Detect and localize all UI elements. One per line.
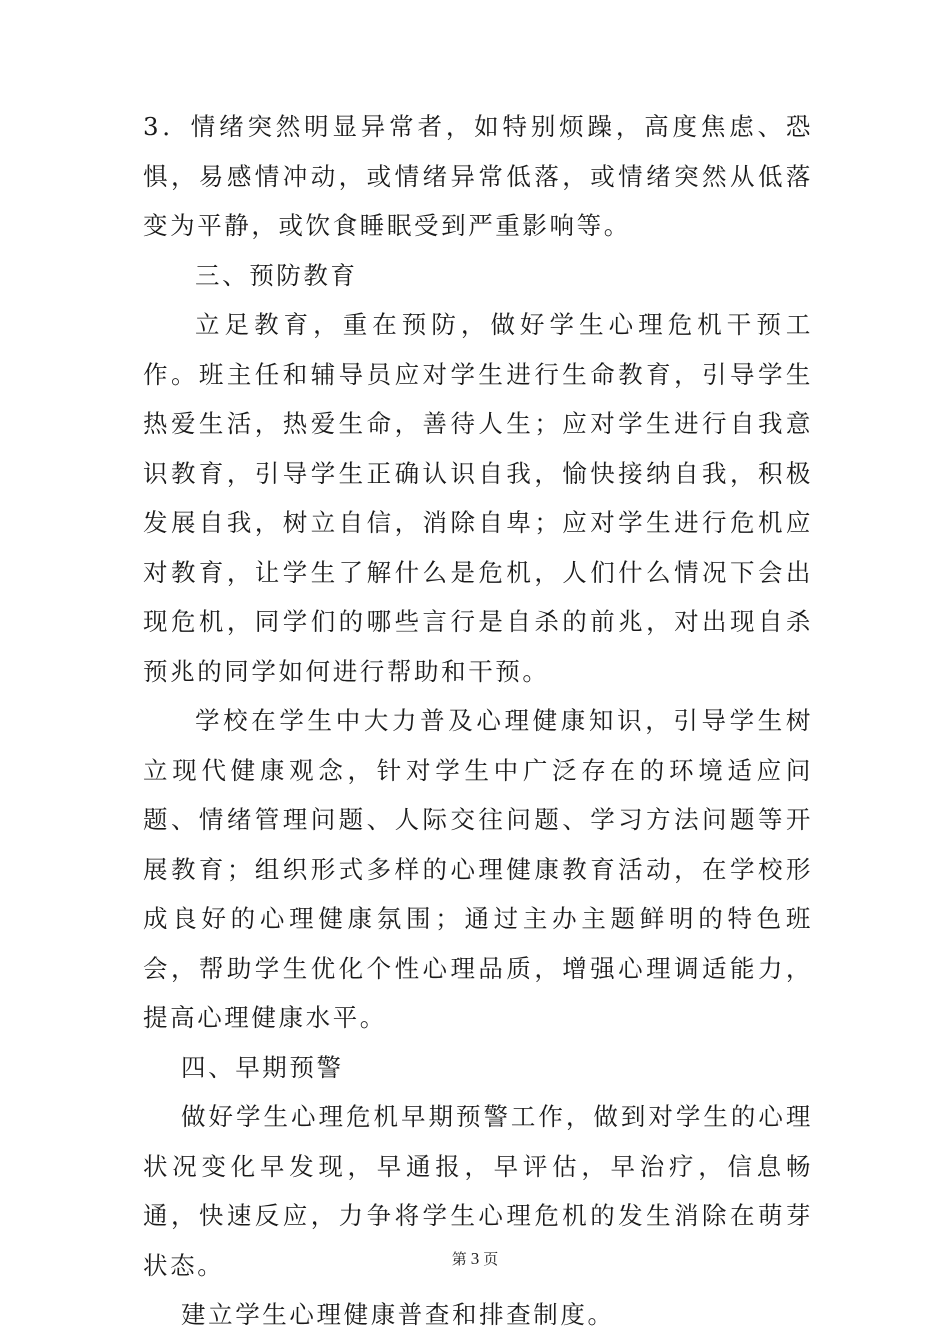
- paragraph-prevention-2: 学校在学生中大力普及心理健康知识，引导学生树立现代健康观念，针对学生中广泛存在的环境适应问题、情绪管理问题、人际交往问题、学习方法问题等开展教育；组织形式多样的心理健康教育活动，在学校形成良好的心理健康氛围；通过主办主题鲜明的特色班会，帮助学生优化个性心理品质，增强心理调适能力，提高心理健康水平。: [143, 706, 813, 1032]
- page-number: 3: [470, 1249, 480, 1268]
- page-number-prefix: 第: [451, 1250, 467, 1268]
- paragraph-prevention-1: 立足教育，重在预防，做好学生心理危机干预工作。班主任和辅导员应对学生进行生命教育，引导学生热爱生活，热爱生命，善待人生；应对学生进行自我意识教育，引导学生正确认识自我，愉快接纳自我，积极发展自我，树立自信，消除自卑；应对学生进行危机应对教育，让学生了解什么是危机，人们什么情况下会出现危机，同学们的哪些言行是自杀的前兆，对出现自杀预兆的同学如何进行帮助和干预。: [143, 310, 813, 686]
- section-heading-early-warning: 四、早期预警: [181, 1052, 344, 1082]
- paragraph-early-warning-1: 做好学生心理危机早期预警工作，做到对学生的心理状况变化早发现，早通报，早评估，早治疗，信息畅通，快速反应，力争将学生心理危机的发生消除在萌芽状态。: [143, 1102, 813, 1280]
- document-body: [143, 102, 813, 1340]
- page-footer: [0, 1248, 950, 1269]
- paragraph-item-3: 3．情绪突然明显异常者，如特别烦躁，高度焦虑、恐惧，易感情冲动，或情绪异常低落，或情绪突然从低落变为平静，或饮食睡眠受到严重影响等。: [143, 112, 813, 240]
- page-number-suffix: 页: [483, 1250, 499, 1268]
- section-heading-prevention-education: 三、预防教育: [195, 260, 358, 290]
- paragraph-early-warning-2: 建立学生心理健康普查和排查制度。: [181, 1300, 615, 1329]
